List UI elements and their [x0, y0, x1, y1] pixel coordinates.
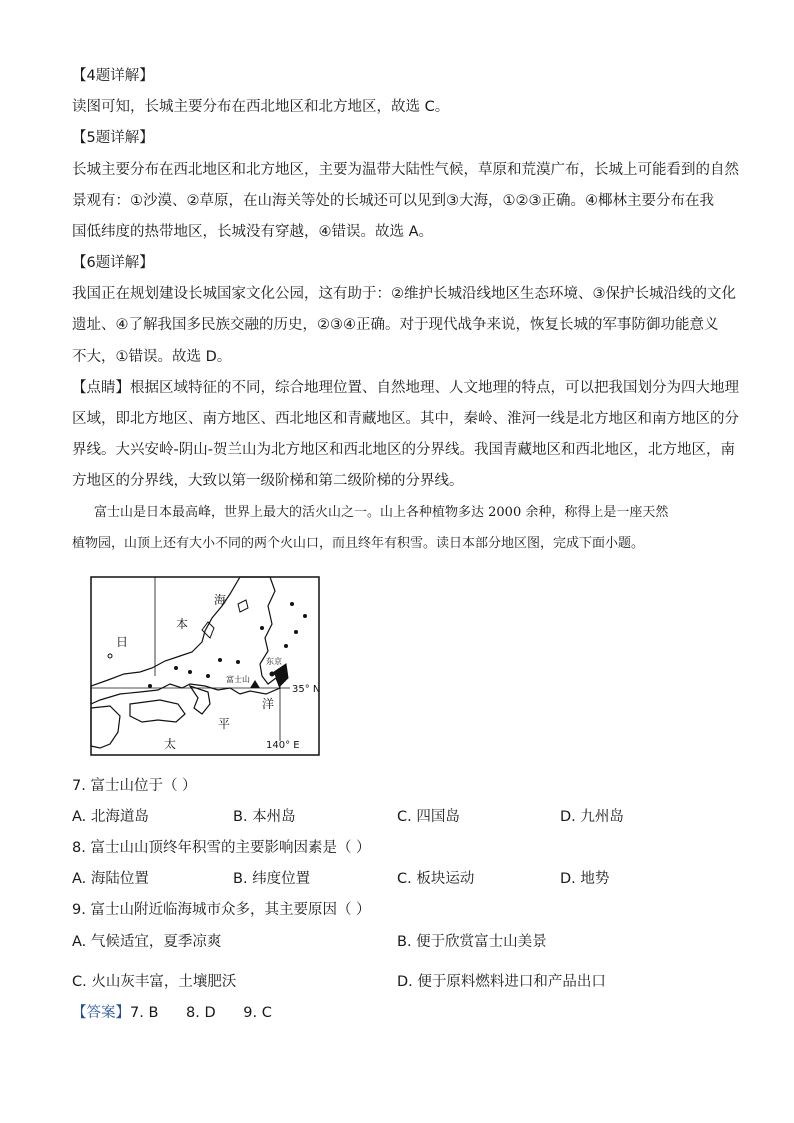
kii-peninsula [190, 686, 210, 714]
question-9-stem: 9. 富士山附近临海城市众多，其主要原因（ ） [72, 902, 371, 918]
section6-line2: 遗址、④了解我国多民族交融的历史，②③④正确。对于现代战争来说，恢复长城的军事防御功能意义 [72, 317, 719, 333]
dianjing-line3: 界线。大兴安岭-阴山-贺兰山为北方地区和西北地区的分界线。我国青藏地区和西北地区，北方地区，南 [72, 442, 735, 458]
q7-option-b[interactable]: B. 本州岛 [233, 809, 296, 825]
shikoku-outline [130, 700, 185, 722]
section5-line2: 景观有：①沙漠、②草原，在山海关等处的长城还可以见到③大海，①②③正确。④椰林主要分布在我 [72, 193, 714, 209]
city-dot [148, 684, 152, 688]
label-tokyo: 东京 [266, 657, 282, 666]
dianjing-line4: 方地区的分界线，大致以第一级阶梯和第二级阶梯的分界线。 [72, 473, 464, 489]
kyushu-outline [91, 706, 120, 748]
dianjing-line2: 区域，即北方地区、南方地区、西北地区和青藏地区。其中，秦岭、淮河一线是北方地区和南方地区的分 [72, 411, 739, 427]
q9-option-a[interactable]: A. 气候适宜，夏季凉爽 [72, 934, 222, 950]
label-fuji: 富士山 [226, 675, 250, 684]
city-dot [284, 644, 288, 648]
tokyo-dot [270, 672, 275, 677]
section4-text: 读图可知，长城主要分布在西北地区和北方地区，故选 C。 [72, 99, 450, 115]
city-dot [303, 614, 307, 618]
passage-line1: 富士山是日本最高峰，世界上最大的活火山之一。山上各种植物多达 2000 余种，称得上是一座天然 [94, 505, 669, 520]
section6-header: 【6题详解】 [72, 255, 154, 271]
answer-tag: 【答案】 [72, 1005, 130, 1021]
q8-option-a[interactable]: A. 海陆位置 [72, 871, 149, 887]
city-dot [174, 666, 178, 670]
boso-peninsula [274, 664, 288, 686]
city-dot [290, 602, 294, 606]
section5-header: 【5题详解】 [72, 130, 154, 146]
section4-header: 【4题详解】 [72, 68, 154, 84]
island-dot [108, 654, 112, 658]
city-dot [206, 674, 210, 678]
city-dot [236, 660, 240, 664]
q9-option-d[interactable]: D. 便于原料燃料进口和产品出口 [397, 974, 606, 990]
q8-option-b[interactable]: B. 纬度位置 [233, 871, 311, 887]
japan-map [90, 576, 320, 756]
q7-option-d[interactable]: D. 九州岛 [560, 809, 624, 825]
q8-option-d[interactable]: D. 地势 [560, 871, 610, 887]
city-dot [294, 630, 298, 634]
label-sea-char2: 本 [176, 617, 189, 631]
section6-line1: 我国正在规划建设长城国家文化公园，这有助于：②维护长城沿线地区生态环境、③保护长城沿线的文化 [72, 286, 736, 302]
sado-island [238, 600, 248, 612]
section6-line3: 不大，①错误。故选 D。 [72, 349, 232, 365]
passage-line2: 植物园，山顶上还有大小不同的两个火山口，而且终年有积雪。读日本部分地区图，完成下面小题。 [72, 536, 645, 551]
q7-option-a[interactable]: A. 北海道岛 [72, 809, 149, 825]
label-sea-char3: 海 [214, 593, 227, 607]
label-longitude: 140° E [266, 740, 300, 751]
city-dot [188, 670, 192, 674]
q9-option-c[interactable]: C. 火山灰丰富，土壤肥沃 [72, 974, 237, 990]
answer-line [72, 1003, 272, 1023]
dianjing-line1: 【点睛】根据区域特征的不同，综合地理位置、自然地理、人文地理的特点，可以把我国划分为四大地理 [72, 380, 739, 396]
city-dot [218, 658, 222, 662]
label-sea-char1: 日 [116, 635, 129, 649]
section5-line3: 国低纬度的热带地区，长城没有穿越，④错误。故选 A。 [72, 224, 434, 240]
label-ocean-char2: 平 [218, 717, 231, 731]
q7-option-c[interactable]: C. 四国岛 [397, 809, 460, 825]
q9-option-b[interactable]: B. 便于欣赏富士山美景 [397, 934, 547, 950]
question-8-stem: 8. 富士山山顶终年积雪的主要影响因素是（ ） [72, 840, 371, 856]
q8-option-c[interactable]: C. 板块运动 [397, 871, 475, 887]
mount-fuji-triangle [250, 680, 260, 688]
question-7-stem: 7. 富士山位于（ ） [72, 778, 197, 794]
answer-value: 7. B 8. D 9. C [130, 1005, 272, 1021]
label-ocean-char3: 太 [164, 737, 177, 751]
label-ocean-char1: 洋 [262, 697, 275, 711]
city-dot [260, 626, 264, 630]
label-latitude: 35° N [292, 684, 320, 695]
section5-line1: 长城主要分布在西北地区和北方地区，主要为温带大陆性气候，草原和荒漠广布，长城上可能看到的自然 [72, 162, 739, 178]
